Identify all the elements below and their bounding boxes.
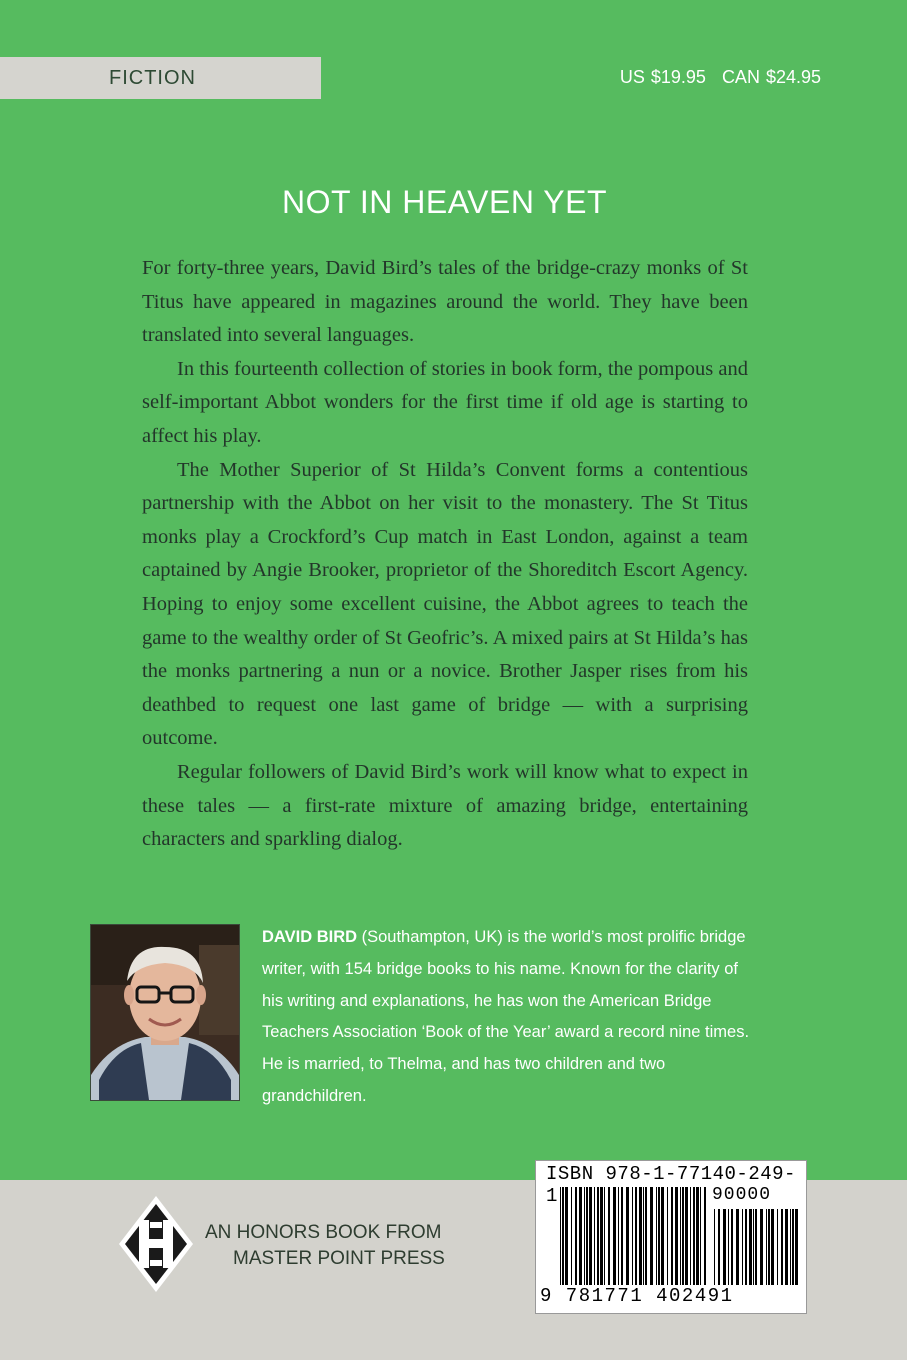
barcode-bar (671, 1187, 673, 1285)
category-band (0, 57, 321, 99)
blurb-paragraph: Regular followers of David Bird’s work will know what to expect in these tales — a first-rate mixture of amazing bridge, entertaining characters and sparkling dialog. (142, 760, 748, 851)
barcode-bar (760, 1209, 763, 1285)
barcode-bar (745, 1209, 747, 1285)
barcode-bar (661, 1187, 664, 1285)
barcode-bar (650, 1187, 653, 1285)
barcode-bar (589, 1187, 592, 1285)
barcode-bar (565, 1187, 568, 1285)
barcode-bar (618, 1187, 619, 1285)
blurb-paragraph: The Mother Superior of St Hilda’s Convent forms a contentious partnership with the Abbot on her visit to the monastery. The St Titus monks play a Crockford’s Cup match in East London, against a team captained by Angie Brooker, proprietor of the Shoreditch Escort Agency. Hoping to enjoy some excellent cuisine, the Abbot agrees to teach the game to the wealthy order of St Geofric’s. A mixed pairs at St Hilda’s has the monks partnering a nun or a novice. Brother Jasper rises from his deathbed to request one last game of bridge — with a surprising outcome. (142, 458, 748, 750)
book-title: NOT IN HEAVEN YET (281, 184, 607, 220)
barcode-bar (645, 1187, 647, 1285)
barcode-bar (749, 1209, 752, 1285)
barcode-bar (639, 1187, 642, 1285)
barcode-bar (785, 1209, 788, 1285)
barcode-bar (792, 1209, 794, 1285)
barcode-bar (693, 1187, 695, 1285)
price-us: US $19.95 (619, 67, 706, 87)
publisher-logo (117, 1194, 195, 1294)
barcode-addon: 90000 (712, 1185, 772, 1205)
barcode-bar (571, 1187, 572, 1285)
barcode-bar (755, 1209, 757, 1285)
barcode-bar (731, 1209, 733, 1285)
barcode-bar (696, 1187, 699, 1285)
barcode-bar (781, 1209, 783, 1285)
barcode-bar (658, 1187, 660, 1285)
barcode-bar (621, 1187, 623, 1285)
barcode-bar (790, 1209, 791, 1285)
barcode-bar (586, 1187, 588, 1285)
barcode-bar (704, 1187, 706, 1285)
barcode-bar (675, 1187, 678, 1285)
author-name: DAVID BIRD (262, 928, 358, 946)
barcode-bar (685, 1187, 688, 1285)
barcode-bar (795, 1209, 798, 1285)
barcode-bar (682, 1187, 684, 1285)
barcode-bar (579, 1187, 582, 1285)
barcode-bar (643, 1187, 644, 1285)
author-photo (90, 924, 240, 1101)
publisher-line: MASTER POINT PRESS (233, 1248, 445, 1269)
barcode-bar (608, 1187, 610, 1285)
barcode-bar (753, 1209, 754, 1285)
barcode-bar (560, 1187, 561, 1285)
barcode-digits: 9 781771 402491 (540, 1285, 734, 1307)
barcode-bar (656, 1187, 657, 1285)
barcode-bar (718, 1209, 720, 1285)
blurb-paragraph: In this fourteenth collection of stories in book form, the pompous and self-important Abbot wonders for the first time if old age is starting to affect his play. (142, 357, 748, 447)
author-bio (262, 922, 762, 1113)
barcode-bar (584, 1187, 585, 1285)
barcode-bar (597, 1187, 599, 1285)
author-portrait-image (91, 925, 239, 1100)
barcode-bar (632, 1187, 633, 1285)
barcode (535, 1160, 807, 1314)
barcode-bar (604, 1187, 605, 1285)
barcode-bar (777, 1209, 778, 1285)
barcode-bar (736, 1209, 739, 1285)
barcode-bar (728, 1209, 729, 1285)
blurb (142, 252, 748, 857)
blurb-paragraph: For forty-three years, David Bird’s tales of the bridge-crazy monks of St Titus have appeared in magazines around the world. They have been translated into several languages. (142, 257, 748, 347)
barcode-bar (680, 1187, 681, 1285)
barcode-bar (768, 1209, 770, 1285)
barcode-bar (690, 1187, 691, 1285)
barcode-bar (714, 1209, 715, 1285)
barcode-bar (742, 1209, 743, 1285)
honors-logo-icon (117, 1194, 195, 1294)
publisher-text (205, 1220, 445, 1272)
publisher-line: AN HONORS BOOK FROM (205, 1222, 442, 1243)
barcode-bar (771, 1209, 774, 1285)
isbn-label: ISBN 978-1-77140-249-1 (546, 1163, 796, 1207)
barcode-bar (613, 1187, 616, 1285)
barcode-bar (667, 1187, 668, 1285)
barcode-bar (594, 1187, 595, 1285)
price (620, 67, 821, 88)
category-label: FICTION (109, 67, 196, 89)
barcode-bar (766, 1209, 767, 1285)
barcode-bar (575, 1187, 577, 1285)
barcode-bar (626, 1187, 629, 1285)
barcode-bar (600, 1187, 603, 1285)
barcode-bar (635, 1187, 637, 1285)
author-bio-text: (Southampton, UK) is the world’s most prolific bridge writer, with 154 bridge books to his name. Known for the clarity of his writing and explanations, he has won the American Bridge Teachers Association ‘Book of the Year’ award a record nine times. He is married, to Thelma, and has two children and two grandchildren. (262, 928, 750, 1105)
price-can: CAN $24.95 (721, 67, 821, 87)
barcode-bar (723, 1209, 726, 1285)
barcode-bar (700, 1187, 701, 1285)
barcode-bar (562, 1187, 564, 1285)
